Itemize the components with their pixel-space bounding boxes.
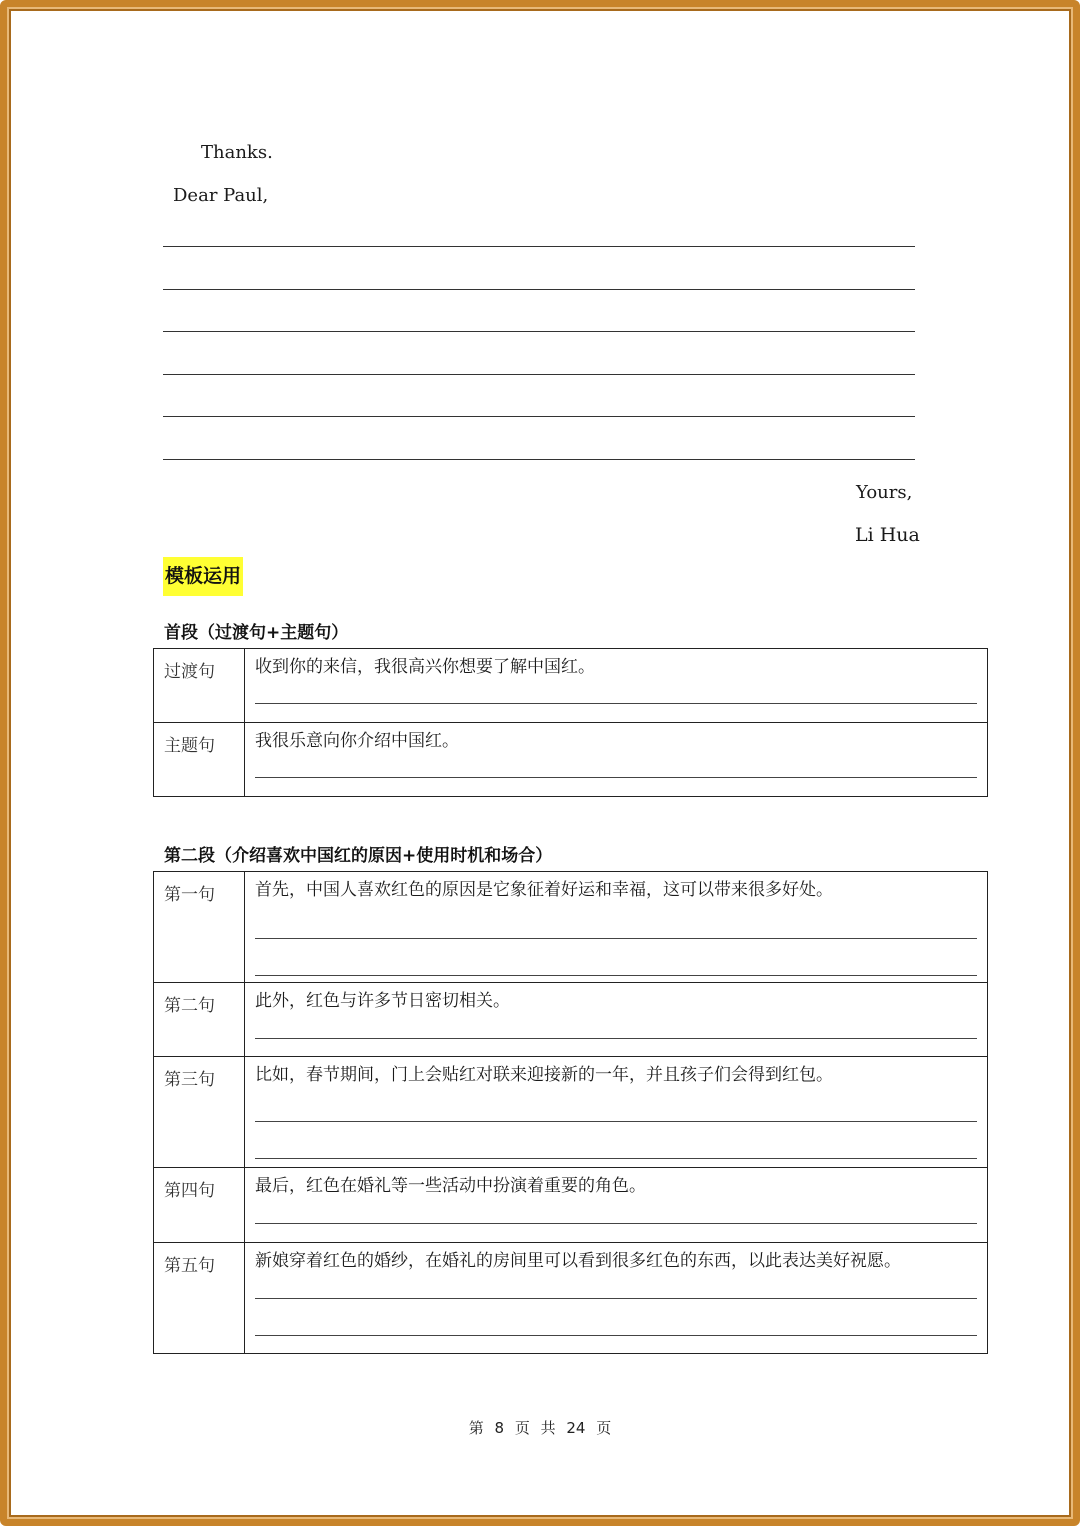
- table-row: [154, 1243, 988, 1354]
- row-label: 主题句: [154, 723, 245, 797]
- row-cell: [245, 872, 988, 983]
- writing-line[interactable]: [163, 374, 915, 375]
- answer-line[interactable]: [255, 1038, 977, 1039]
- letter-signature: Li Hua: [855, 524, 920, 546]
- row-cell: [245, 723, 988, 797]
- letter-greeting: Dear Paul,: [173, 185, 269, 206]
- row-label: 第二句: [154, 983, 245, 1057]
- row-label: 过渡句: [154, 649, 245, 723]
- writing-line[interactable]: [163, 416, 915, 417]
- row-text: 收到你的来信，我很高兴你想要了解中国红。: [255, 657, 595, 677]
- row-label: 第五句: [154, 1243, 245, 1354]
- answer-line[interactable]: [255, 777, 977, 778]
- table-row: [154, 649, 988, 723]
- answer-line[interactable]: [255, 1223, 977, 1224]
- answer-line[interactable]: [255, 938, 977, 939]
- row-cell: [245, 1168, 988, 1243]
- answer-line[interactable]: [255, 1158, 977, 1159]
- table-row: [154, 723, 988, 797]
- answer-line[interactable]: [255, 1121, 977, 1122]
- table-row: [154, 1057, 988, 1168]
- para1-title: 首段（过渡句+主题句）: [164, 623, 349, 643]
- row-text: 首先，中国人喜欢红色的原因是它象征着好运和幸福，这可以带来很多好处。: [255, 880, 833, 900]
- para2-table: [153, 871, 988, 1354]
- answer-line[interactable]: [255, 703, 977, 704]
- row-cell: [245, 983, 988, 1057]
- section-heading: 模板运用: [163, 557, 243, 596]
- page-number: 第 8 页 共 24 页: [468, 1419, 612, 1437]
- table-row: [154, 872, 988, 983]
- row-text: 比如，春节期间，门上会贴红对联来迎接新的一年，并且孩子们会得到红包。: [255, 1065, 833, 1085]
- para1-table: [153, 648, 988, 797]
- row-cell: [245, 1057, 988, 1168]
- row-text: 此外，红色与许多节日密切相关。: [255, 991, 510, 1011]
- table-row: [154, 983, 988, 1057]
- row-label: 第一句: [154, 872, 245, 983]
- para2-title: 第二段（介绍喜欢中国红的原因+使用时机和场合）: [164, 846, 553, 866]
- row-label: 第三句: [154, 1057, 245, 1168]
- row-text: 新娘穿着红色的婚纱，在婚礼的房间里可以看到很多红色的东西，以此表达美好祝愿。: [255, 1251, 901, 1271]
- answer-line[interactable]: [255, 1335, 977, 1336]
- writing-line[interactable]: [163, 331, 915, 332]
- writing-line[interactable]: [163, 289, 915, 290]
- row-text: 我很乐意向你介绍中国红。: [255, 731, 459, 751]
- row-label: 第四句: [154, 1168, 245, 1243]
- letter-closing: Yours,: [856, 482, 913, 503]
- row-text: 最后，红色在婚礼等一些活动中扮演着重要的角色。: [255, 1176, 646, 1196]
- writing-line[interactable]: [163, 459, 915, 460]
- writing-line[interactable]: [163, 246, 915, 247]
- answer-line[interactable]: [255, 975, 977, 976]
- letter-thanks: Thanks.: [201, 142, 273, 163]
- row-cell: [245, 1243, 988, 1354]
- table-row: [154, 1168, 988, 1243]
- row-cell: [245, 649, 988, 723]
- answer-line[interactable]: [255, 1298, 977, 1299]
